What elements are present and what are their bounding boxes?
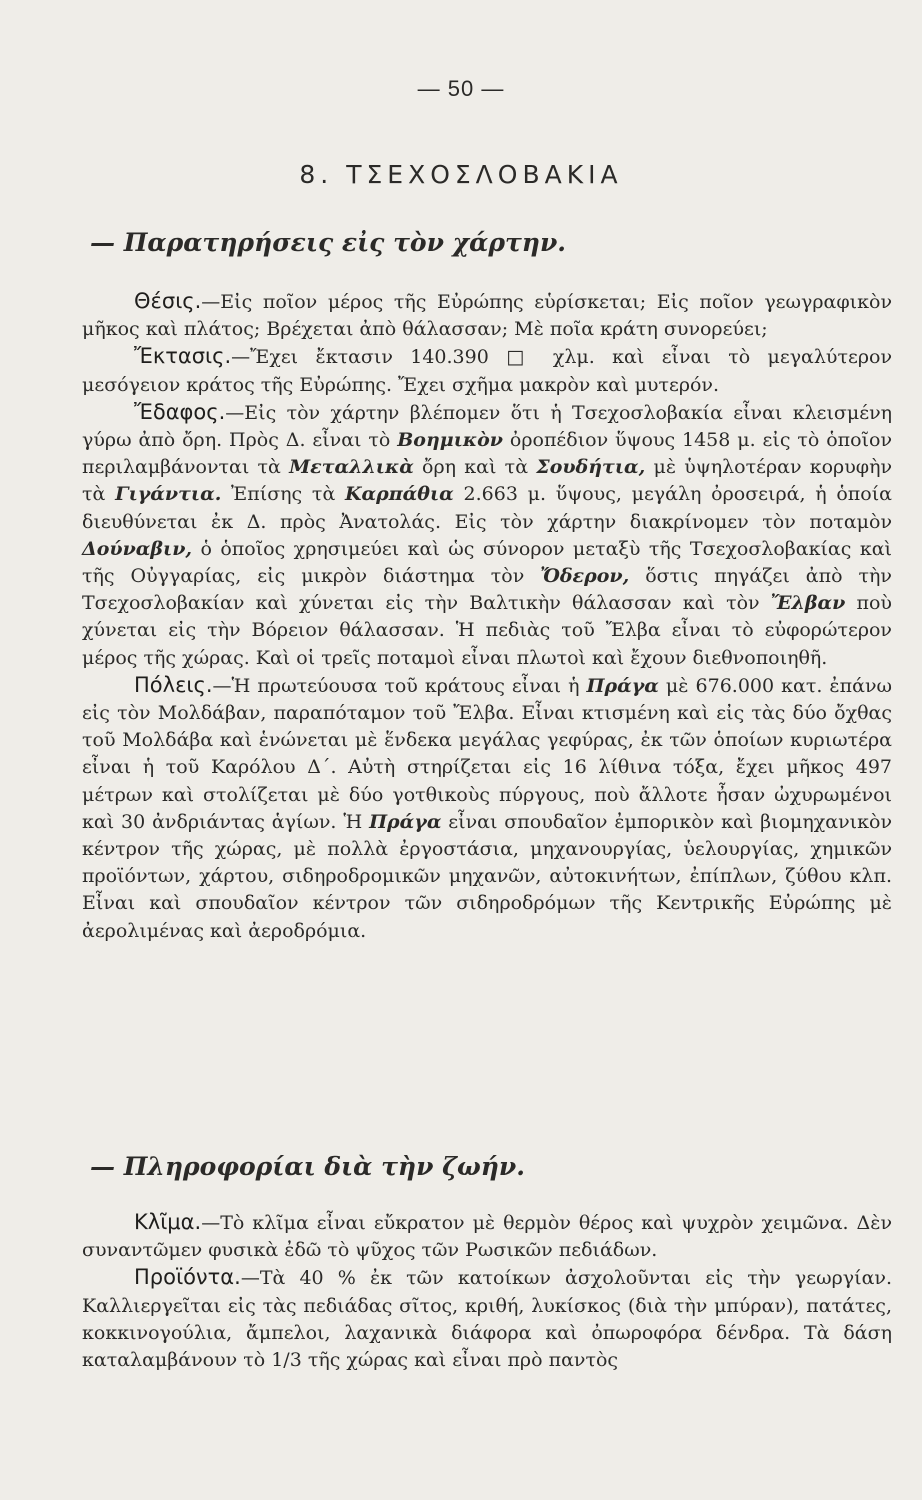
paragraph-text: μὲ ὑψηλοτέραν κορυφὴν τὰ <box>82 456 893 506</box>
paragraph-text: ποὺ χύνεται εἰς τὴν Βόρειον θάλασσαν. Ἡ πεδιὰς τοῦ Ἔλβα εἶναι τὸ εὐφορώτερον μέρος τῆς χώρας. Καὶ οἱ τρεῖς ποταμοὶ εἶναι πλωτοὶ καὶ ἔχουν διεθνοποιηθῆ. <box>82 592 892 669</box>
paragraph-text: εἶναι σπουδαῖον ἐμπορικὸν καὶ βιομηχανικὸν κέντρον τῆς χώρας, μὲ πολλὰ ἐργοστάσια, μηχανουργίας, ὑελουργίας, χημικῶν προϊόντων, χάρτου, σιδηροδρομικῶν μηχανῶν, αὐτοκινήτων, ἐπίπλων, ζύθου κλπ. Εἶναι καὶ σπουδαῖον κέντρον τῶν σιδηροδρόμων τῆς Κεντρικῆς Εὐρώπης μὲ ἀερολιμένας καὶ ἀεροδρόμια. <box>82 810 892 942</box>
emphasized-name: Πράγα <box>586 674 659 697</box>
emphasized-name: Καρπάθια <box>345 483 454 506</box>
paragraph <box>82 343 892 398</box>
emphasized-name: Πράγα <box>369 810 442 833</box>
paragraph-term: Θέσις. <box>134 289 202 313</box>
emphasized-name: Σουδήτια, <box>536 456 646 479</box>
paragraph-term: Ἔκτασις. <box>134 344 232 369</box>
section-heading-map-observations: — Παρατηρήσεις εἰς τὸν χάρτην. <box>90 228 567 257</box>
emphasized-name: Ὄδερον, <box>540 565 630 588</box>
paragraph <box>82 399 892 672</box>
paragraph-text: —Τὸ κλῖμα εἶναι εὔκρατον μὲ θερμὸν θέρος καὶ ψυχρὸν χειμῶνα. Δὲν συναντῶμεν φυσικὰ ἐδῶ τὸ ψῦχος τῶν Ρωσικῶν πεδιάδων. <box>82 1212 892 1262</box>
paragraph <box>82 288 892 343</box>
paragraph-text: —Εἰς ποῖον μέρος τῆς Εὐρώπης εὑρίσκεται; Εἰς ποῖον γεωγραφικὸν μῆκος καὶ πλάτος; Βρέχεται ἀπὸ θάλασσαν; Μὲ ποῖα κράτη συνορεύει; <box>82 291 892 341</box>
paragraph-text: μὲ 676.000 κατ. ἐπάνω εἰς τὸν Μολδάβαν, παραπόταμον τοῦ Ἔλβα. Εἶναι κτισμένη καὶ εἰς τὰς δύο ὄχθας τοῦ Μολδάβα καὶ ἑνώνεται μὲ ἕνδεκα μεγάλας γεφύρας, ἐκ τῶν ὁποίων κυριωτέρα εἶναι ἡ τοῦ Καρόλου Δ΄. Αὐτὴ στηρίζεται εἰς 16 λίθινα τόξα, ἔχει μῆκος 497 μέτρων καὶ στολίζεται μὲ δύο γοτθικοὺς πύργους, ποὺ ἄλλοτε ἦσαν ὠχυρωμένοι καὶ 30 ἀνδριάντας ἁγίων. Ἡ <box>82 674 892 833</box>
paragraph-text: ὀροπέδιον ὕψους 1458 μ. εἰς τὸ ὁποῖον περιλαμβάνονται τὰ <box>82 429 892 479</box>
paragraph-text: —Εἰς τὸν χάρτην βλέπομεν ὅτι ἡ Τσεχοσλοβακία εἶναι κλεισμένη γύρω ἀπὸ ὄρη. Πρὸς Δ. εἶναι τὸ <box>82 401 892 452</box>
emphasized-name: Γιγάντια. <box>115 483 222 506</box>
page-number: — 50 — <box>417 76 505 101</box>
paragraph-text: 2.663 μ. ὕψους, μεγάλη ὀροσειρά, ἡ ὁποία διευθύνεται ἐκ Δ. πρὸς Ἀνατολάς. Εἰς τὸν χάρτην διακρίνομεν τὸν ποταμὸν <box>82 483 892 533</box>
emphasized-name: Βοημικὸν <box>397 429 503 452</box>
emphasized-name: Δούναβιν, <box>82 537 193 560</box>
paragraph <box>82 1264 892 1374</box>
paragraph-text: —Ἡ πρωτεύουσα τοῦ κράτους εἶναι ἡ <box>212 674 587 697</box>
paragraph-term: Προϊόντα. <box>134 1265 241 1290</box>
paragraph-text: ὁ ὁποῖος χρησιμεύει καὶ ὡς σύνορον μεταξὺ τῆς Τσεχοσλοβακίας καὶ τῆς Οὐγγαρίας, εἰς μικρὸν διάστημα τὸν <box>82 537 892 588</box>
paragraph-text: —Ἔχει ἔκτασιν 140.390 □ χλμ. καὶ εἶναι τὸ μεγαλύτερον μεσόγειον κράτος τῆς Εὐρώπης. Ἔχει σχῆμα μακρὸν καὶ μυτερόν. <box>82 346 892 396</box>
paragraph-term: Ἔδαφος. <box>134 399 226 424</box>
paragraph-text: Ἐπίσης τὰ <box>221 483 345 506</box>
emphasized-name: Ἔλβαν <box>770 592 846 615</box>
paragraph-term: Πόλεις. <box>134 672 213 697</box>
section-body-life-information <box>82 1209 892 1374</box>
paragraph-text: ὄρη καὶ τὰ <box>413 456 537 479</box>
paragraph <box>82 1209 892 1264</box>
paragraph-text: —Τὰ 40 % ἐκ τῶν κατοίκων ἀσχολοῦνται εἰς τὴν γεωργίαν. Καλλιεργεῖται εἰς τὰς πεδιάδας σῖτος, κριθή, λυκίσκος (διὰ τὴν μπύραν), πατάτες, κοκκινογούλια, ἄμπελοι, λαχανικὰ διάφορα καὶ ὀπωροφόρα δένδρα. Τὰ δάση καταλαμβάνουν τὸ 1/3 τῆς χώρας καὶ εἶναι πρὸ παντὸς <box>82 1267 892 1372</box>
section-body-map-observations <box>82 288 892 945</box>
paragraph <box>82 672 892 945</box>
paragraph-text: ὅστις πηγάζει ἀπὸ τὴν Τσεχοσλοβακίαν καὶ χύνεται εἰς τὴν Βαλτικὴν θάλασσαν καὶ τὸν <box>82 565 892 615</box>
chapter-title: 8. ΤΣΕΧΟΣΛΟΒΑΚΙΑ <box>299 160 623 189</box>
section-heading-life-information: — Πληροφορίαι διὰ τὴν ζωήν. <box>90 1152 525 1181</box>
paragraph-term: Κλῖμα. <box>134 1210 202 1234</box>
emphasized-name: Μεταλλικὰ <box>289 456 414 479</box>
